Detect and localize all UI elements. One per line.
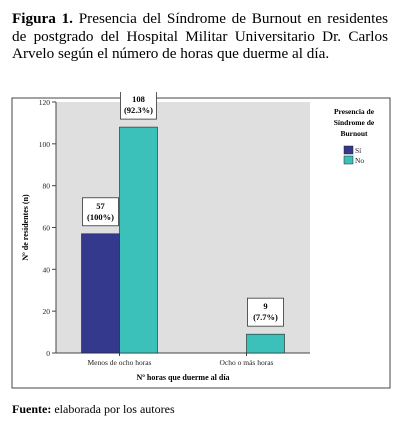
- data-label: (7.7%): [253, 312, 278, 323]
- data-label: 108: [132, 94, 145, 105]
- legend-title: Presencia de: [333, 107, 375, 116]
- bar-si: [82, 234, 120, 353]
- y-tick-label: 100: [38, 139, 50, 149]
- caption-label: Figura 1.: [12, 10, 73, 27]
- source-text: elaborada por los autores: [54, 402, 175, 416]
- y-tick-label: 40: [42, 265, 50, 275]
- legend-swatch-no: [344, 156, 353, 164]
- x-tick-label: Menos de ocho horas: [87, 358, 152, 367]
- y-tick-label: 60: [42, 223, 50, 233]
- legend-title: Síndrome de: [333, 118, 375, 127]
- data-label: 9: [263, 301, 268, 312]
- x-axis-label: Nº horas que duerme al día: [136, 373, 230, 382]
- x-tick-label: Ocho o más horas: [219, 358, 274, 367]
- chart-container: [0, 92, 404, 392]
- legend-swatch-si: [344, 146, 353, 154]
- y-tick-label: 120: [38, 98, 50, 107]
- data-label: (100%): [87, 211, 114, 222]
- y-tick-label: 20: [42, 307, 50, 317]
- y-axis-label: Nº de residentes (n): [21, 194, 30, 261]
- caption-text: Presencia del Síndrome de Burnout en residentes de postgrado del Hospital Militar Universitario Dr. Carlos Arvelo según el número de horas que duerme al día.: [12, 10, 388, 62]
- legend-title: Burnout: [340, 129, 368, 138]
- data-label: 57: [96, 200, 105, 211]
- bar-no: [120, 127, 158, 353]
- source-label: Fuente:: [12, 402, 52, 416]
- figure-caption: [12, 10, 388, 63]
- y-tick-label: 0: [46, 349, 50, 358]
- legend-entry: No: [355, 156, 365, 165]
- figure-source: [12, 402, 175, 417]
- bar-no: [247, 334, 285, 353]
- y-tick-label: 80: [42, 181, 50, 191]
- legend-entry: Sí: [355, 146, 362, 155]
- bar-chart: [0, 92, 404, 392]
- data-label: (92.3%): [123, 105, 154, 116]
